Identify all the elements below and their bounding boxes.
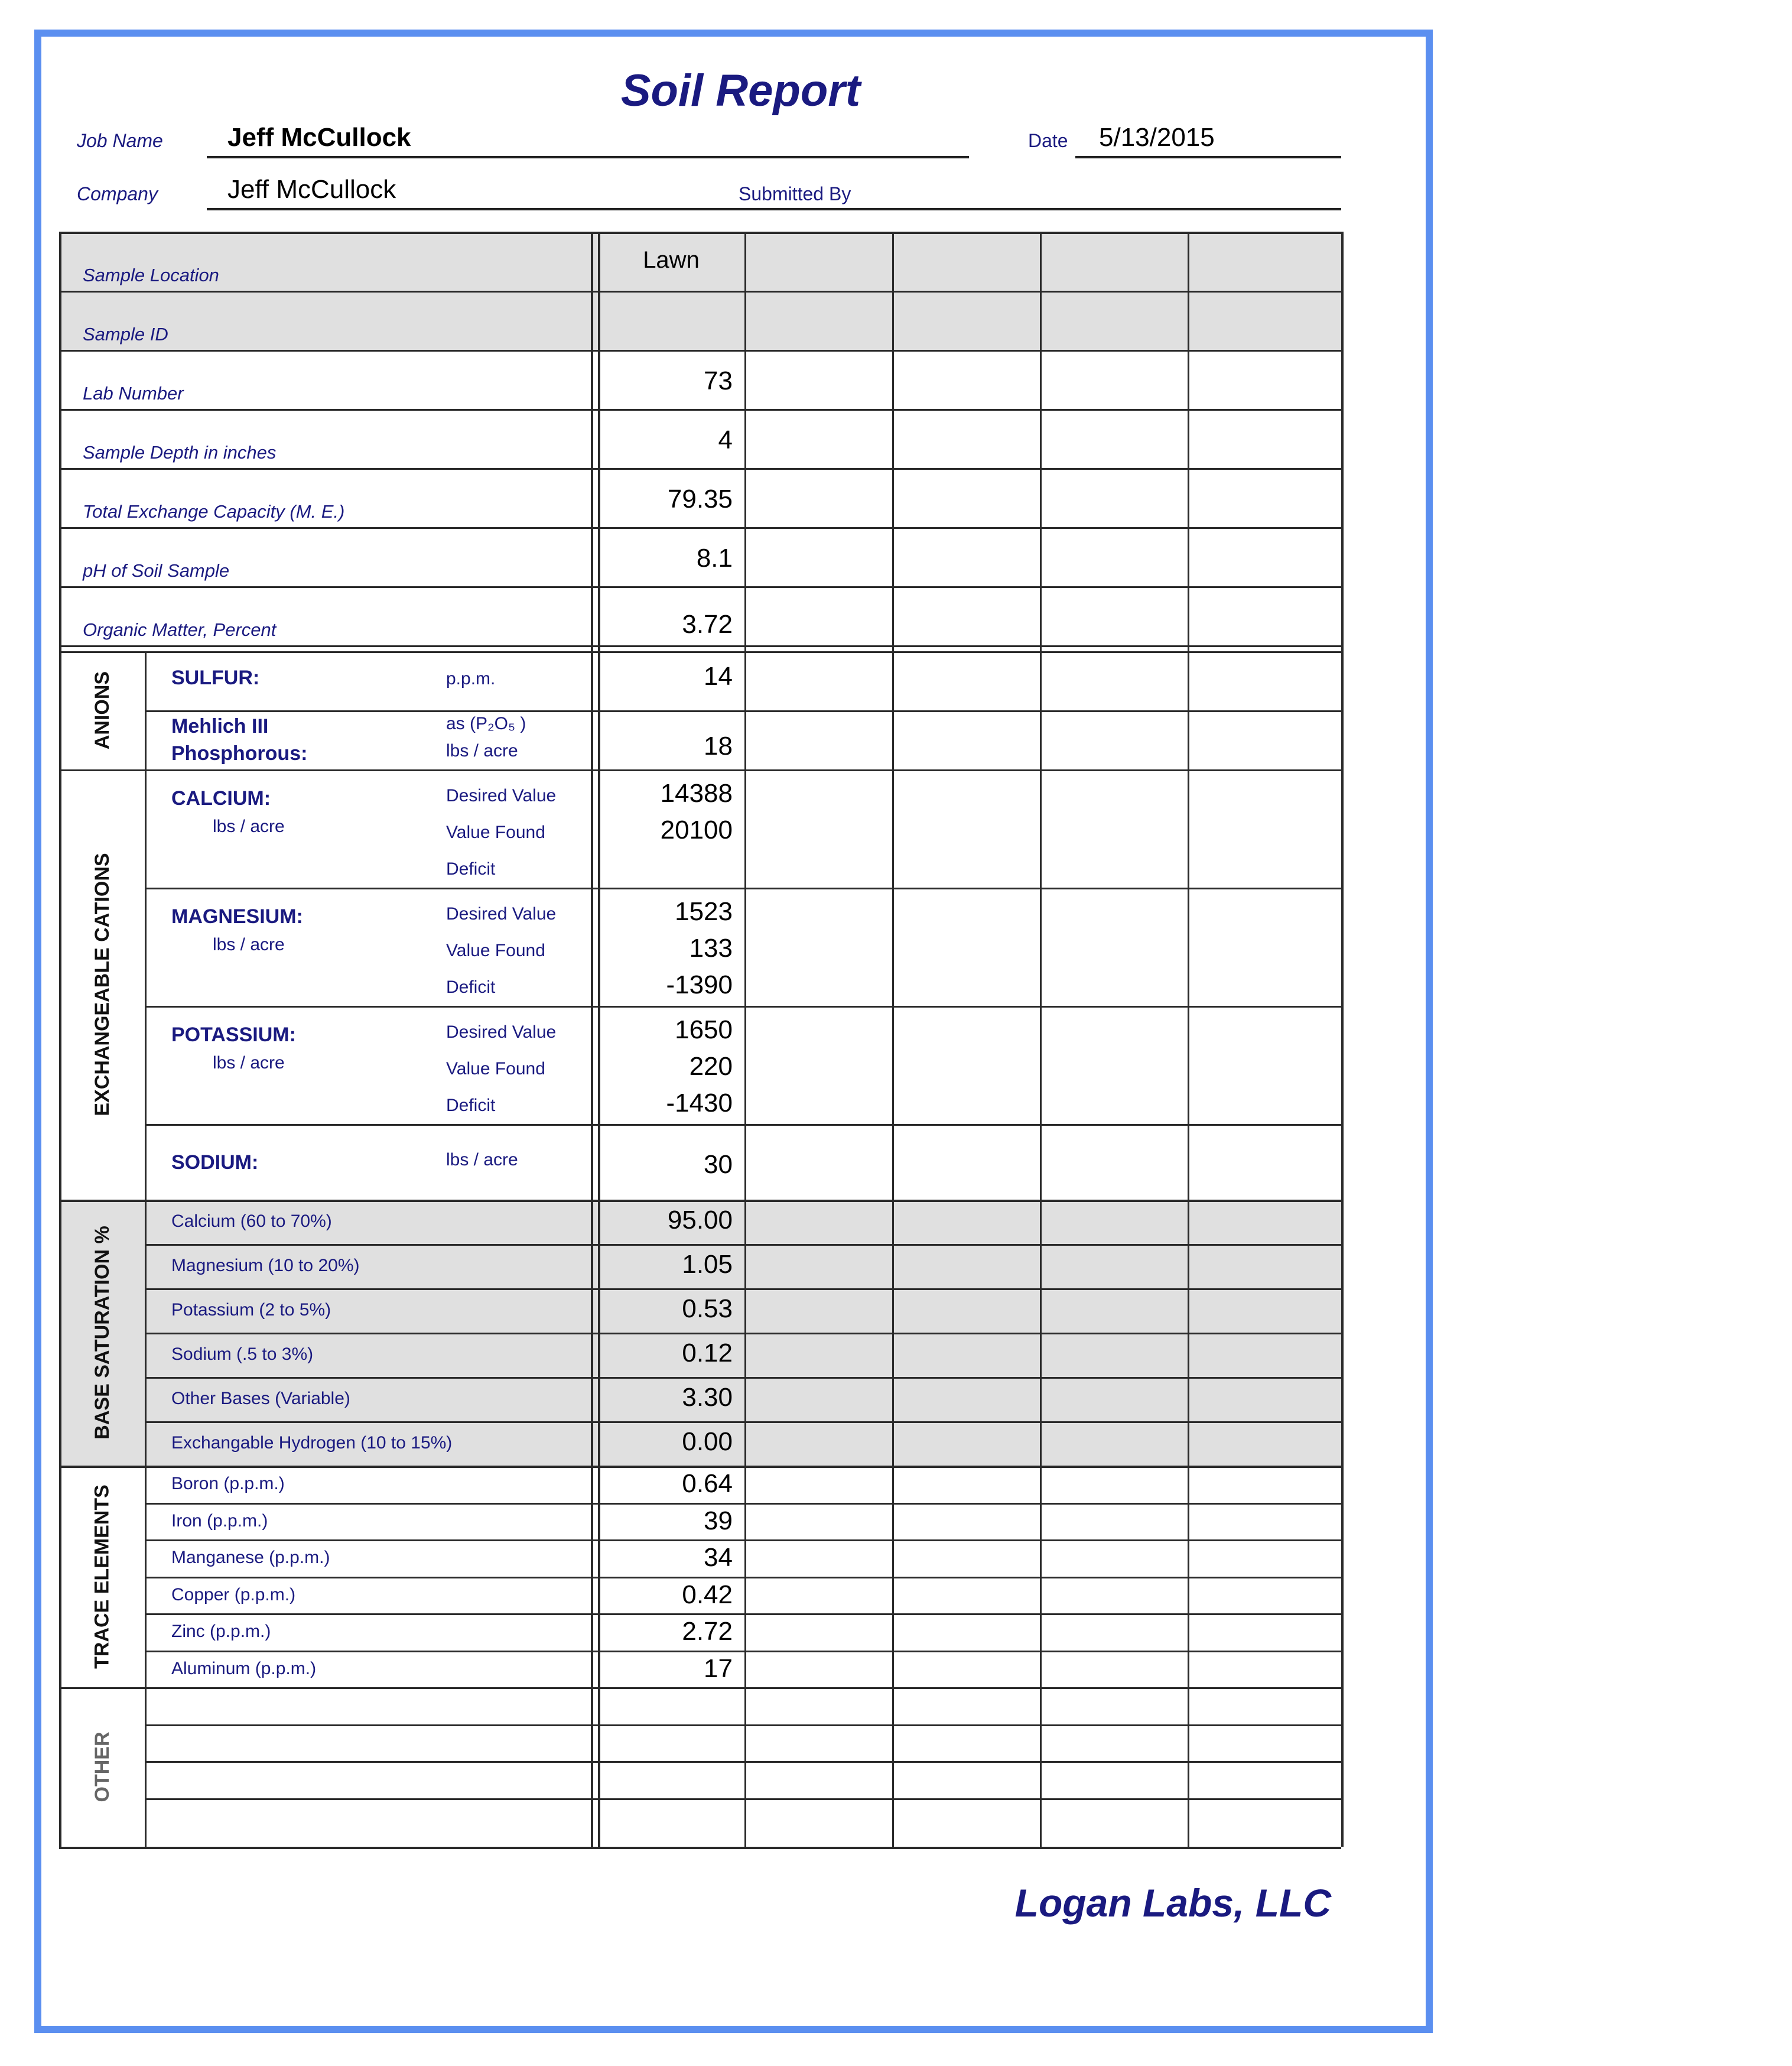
calcium-unit: lbs / acre bbox=[213, 817, 285, 836]
desired-value-label: Desired Value bbox=[446, 1022, 557, 1042]
company-label: Company bbox=[77, 183, 158, 204]
trace-element-value: 34 bbox=[704, 1543, 733, 1572]
magnesium-unit: lbs / acre bbox=[213, 935, 285, 954]
base-saturation-label: Other Bases (Variable) bbox=[171, 1389, 350, 1408]
magnesium-desired-value: 1523 bbox=[675, 897, 733, 926]
row-label: Sample ID bbox=[83, 324, 168, 345]
sulfur-value: 14 bbox=[704, 662, 733, 691]
row-label: Organic Matter, Percent bbox=[83, 619, 277, 640]
trace-element-label: Copper (p.p.m.) bbox=[171, 1584, 296, 1604]
base-saturation-label: Sodium (.5 to 3%) bbox=[171, 1344, 314, 1364]
grid-line-h bbox=[145, 1377, 1341, 1379]
base-saturation-label: Magnesium (10 to 20%) bbox=[171, 1256, 360, 1275]
calcium-found-value: 20100 bbox=[660, 816, 733, 844]
base-saturation-value: 1.05 bbox=[682, 1250, 733, 1279]
trace-element-label: Aluminum (p.p.m.) bbox=[171, 1658, 317, 1678]
report-page bbox=[34, 30, 1433, 2033]
grid-line-h bbox=[59, 409, 1341, 411]
grid-line-h bbox=[145, 1651, 1341, 1652]
label-divider-2 bbox=[598, 232, 600, 1847]
trace-element-label: Manganese (p.p.m.) bbox=[171, 1548, 330, 1567]
base-saturation-value: 95.00 bbox=[667, 1206, 733, 1235]
row-value: 3.72 bbox=[682, 610, 733, 639]
grid-line-h bbox=[145, 1613, 1341, 1615]
sodium-label: SODIUM: bbox=[171, 1151, 259, 1174]
grid-line-h bbox=[145, 1244, 1341, 1246]
column-divider bbox=[892, 232, 894, 1847]
results-table bbox=[41, 37, 1440, 2040]
column-divider bbox=[1188, 232, 1189, 1847]
cations-section-label: EXCHANGEABLE CATIONS bbox=[90, 853, 113, 1116]
table-right-border bbox=[1341, 232, 1344, 1847]
table-left-border bbox=[59, 232, 61, 1847]
grid-line-h bbox=[59, 291, 1341, 293]
date-value: 5/13/2015 bbox=[1099, 123, 1215, 152]
grid-line-h bbox=[59, 769, 1341, 771]
base-saturation-section-label: BASE SATURATION % bbox=[90, 1226, 113, 1440]
other-section-label: OTHER bbox=[90, 1732, 113, 1802]
grid-line-h bbox=[59, 1466, 1341, 1468]
row-label: Total Exchange Capacity (M. E.) bbox=[83, 501, 345, 522]
potassium-found-value: 220 bbox=[689, 1052, 733, 1081]
column-divider bbox=[744, 232, 746, 1847]
grid-line-h bbox=[145, 1798, 1341, 1800]
grid-line-h bbox=[59, 527, 1341, 529]
grid-line-h bbox=[145, 710, 1341, 712]
trace-element-value: 0.42 bbox=[682, 1580, 733, 1609]
grid-line-h bbox=[145, 1724, 1341, 1726]
submitted-by-label: Submitted By bbox=[739, 183, 851, 204]
sulfur-unit: p.p.m. bbox=[446, 669, 496, 688]
row-label: Sample Depth in inches bbox=[83, 442, 277, 463]
desired-value-label: Desired Value bbox=[446, 786, 557, 805]
lab-name: Logan Labs, LLC bbox=[1014, 1881, 1331, 1925]
grid-line-h bbox=[59, 586, 1341, 588]
sulfur-label: SULFUR: bbox=[171, 667, 260, 689]
grid-line-h bbox=[145, 1124, 1341, 1126]
desired-value-label: Desired Value bbox=[446, 904, 557, 924]
company-value: Jeff McCullock bbox=[227, 175, 396, 204]
trace-element-label: Boron (p.p.m.) bbox=[171, 1474, 285, 1493]
potassium-label: POTASSIUM: bbox=[171, 1024, 296, 1046]
phosphorous-label-2: Phosphorous: bbox=[171, 742, 308, 765]
grid-line-h bbox=[59, 350, 1341, 352]
potassium-desired-value: 1650 bbox=[675, 1015, 733, 1044]
value-found-label: Value Found bbox=[446, 941, 545, 960]
grid-line-h bbox=[145, 1421, 1341, 1423]
trace-element-value: 39 bbox=[704, 1506, 733, 1535]
potassium-deficit-value: -1430 bbox=[666, 1089, 733, 1118]
sample-location-value: Lawn bbox=[643, 247, 700, 273]
job-name-label: Job Name bbox=[77, 130, 163, 151]
grid-line-h bbox=[145, 1333, 1341, 1334]
row-value: 79.35 bbox=[667, 485, 733, 514]
magnesium-deficit-value: -1390 bbox=[666, 970, 733, 999]
row-value: 73 bbox=[704, 366, 733, 395]
calcium-desired-value: 14388 bbox=[660, 779, 733, 808]
grid-line-h bbox=[59, 1847, 1341, 1849]
magnesium-label: MAGNESIUM: bbox=[171, 905, 303, 928]
grid-line-h bbox=[59, 1200, 1341, 1202]
base-saturation-label: Potassium (2 to 5%) bbox=[171, 1300, 331, 1320]
phosphorous-label-1: Mehlich III bbox=[171, 715, 269, 738]
base-saturation-value: 0.12 bbox=[682, 1339, 733, 1367]
grid-line-h bbox=[145, 1577, 1341, 1578]
grid-line-h bbox=[59, 1687, 1341, 1689]
deficit-label: Deficit bbox=[446, 1096, 496, 1115]
deficit-label: Deficit bbox=[446, 977, 496, 997]
trace-element-label: Iron (p.p.m.) bbox=[171, 1510, 268, 1531]
magnesium-found-value: 133 bbox=[689, 934, 733, 963]
grid-line-h bbox=[59, 232, 1341, 234]
row-value: 8.1 bbox=[696, 544, 733, 573]
row-label: Sample Location bbox=[83, 265, 219, 285]
label-divider bbox=[591, 232, 593, 1847]
date-label: Date bbox=[1028, 130, 1068, 151]
trace-element-value: 0.64 bbox=[682, 1469, 733, 1498]
grid-line-h bbox=[145, 1006, 1341, 1008]
job-name-value: Jeff McCullock bbox=[227, 123, 411, 152]
row-label: Lab Number bbox=[83, 383, 184, 404]
row-value: 4 bbox=[718, 425, 733, 454]
grid-line-h bbox=[145, 1761, 1341, 1763]
trace-elements-section-label: TRACE ELEMENTS bbox=[90, 1484, 113, 1669]
trace-element-value: 2.72 bbox=[682, 1617, 733, 1646]
trace-element-value: 17 bbox=[704, 1654, 733, 1683]
base-saturation-label: Calcium (60 to 70%) bbox=[171, 1211, 332, 1231]
report-title: Soil Report bbox=[620, 66, 861, 116]
grid-line-h bbox=[145, 1539, 1341, 1541]
grid-line-h bbox=[145, 1288, 1341, 1290]
value-found-label: Value Found bbox=[446, 1059, 545, 1079]
grid-line-h bbox=[145, 888, 1341, 889]
phosphorous-unit-2: lbs / acre bbox=[446, 741, 518, 761]
deficit-label: Deficit bbox=[446, 859, 496, 879]
sodium-value: 30 bbox=[704, 1150, 733, 1179]
value-found-label: Value Found bbox=[446, 823, 545, 842]
sodium-unit: lbs / acre bbox=[446, 1150, 518, 1170]
base-saturation-label: Exchangable Hydrogen (10 to 15%) bbox=[171, 1433, 453, 1453]
base-saturation-value: 0.53 bbox=[682, 1294, 733, 1323]
anions-section-label: ANIONS bbox=[90, 671, 113, 750]
base-saturation-value: 0.00 bbox=[682, 1427, 733, 1456]
section-divider bbox=[145, 651, 147, 1847]
calcium-label: CALCIUM: bbox=[171, 787, 271, 810]
grid-line-h bbox=[59, 468, 1341, 470]
grid-line-h bbox=[59, 651, 1341, 653]
base-saturation-value: 3.30 bbox=[682, 1383, 733, 1412]
trace-element-label: Zinc (p.p.m.) bbox=[171, 1622, 271, 1641]
phosphorous-unit-1: as (P₂O₅ ) bbox=[446, 714, 526, 733]
row-label: pH of Soil Sample bbox=[83, 560, 230, 581]
grid-line-h bbox=[59, 645, 1341, 647]
phosphorous-value: 18 bbox=[704, 732, 733, 761]
grid-line-h bbox=[145, 1503, 1341, 1505]
potassium-unit: lbs / acre bbox=[213, 1053, 285, 1073]
column-divider bbox=[1040, 232, 1042, 1847]
